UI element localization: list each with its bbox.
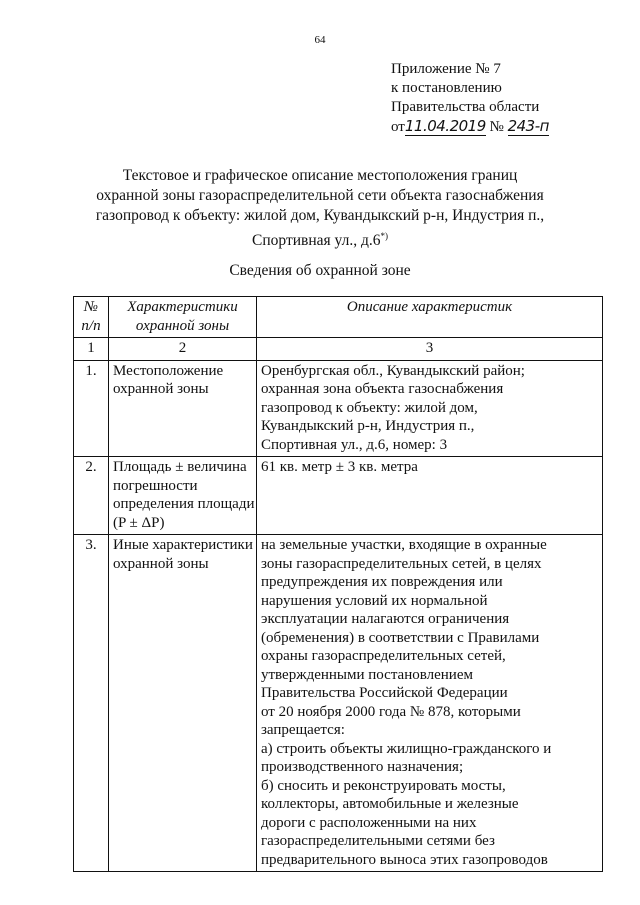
handwritten-date: 11.04.2019 <box>404 117 486 135</box>
title-line-3: газопровод к объекту: жилой дом, Кувандыкский р-н, Индустрия п., <box>95 207 545 224</box>
row-description-line: Спортивная ул., д.6, номер: 3 <box>261 436 448 453</box>
header-number-line: п/п <box>81 317 101 334</box>
row-number: 3. <box>74 535 109 872</box>
appendix-title: Приложение № 7 <box>391 61 501 77</box>
appendix-resolution: к постановлению <box>391 80 502 96</box>
row-characteristic <box>109 535 257 872</box>
row-characteristic-line: Иные характеристики <box>113 537 253 553</box>
row-description-line: 61 кв. метр ± 3 кв. метра <box>261 459 418 475</box>
row-description-line: а) строить объекты жилищно-гражданского и <box>261 740 552 757</box>
page-number: 64 <box>314 34 326 46</box>
handwritten-number: 243-п <box>507 117 549 135</box>
row-description-line: охранная зона объекта газоснабжения <box>261 381 504 397</box>
row-description-line: на земельные участки, входящие в охранные <box>261 537 547 553</box>
header-number <box>74 297 109 338</box>
date-prefix: от <box>391 119 405 135</box>
row-characteristic-line: охранной зоны <box>113 381 209 397</box>
numbering-cell: 3 <box>257 338 603 361</box>
header-characteristics <box>109 297 257 338</box>
row-description-line: эксплуатации налагаются ограничения <box>261 611 510 627</box>
document-title <box>90 166 550 251</box>
appendix-date-line <box>391 117 549 137</box>
row-description-line: утвержденными постановлением <box>261 666 473 683</box>
section-subtitle: Сведения об охранной зоне <box>229 262 411 279</box>
row-description-line: б) сносить и реконструировать мосты, <box>261 777 506 794</box>
row-description-line: охраны газораспределительных сетей, <box>261 648 506 664</box>
row-characteristic-line: (P ± ΔP) <box>113 514 165 531</box>
row-characteristic-line: охранной зоны <box>113 555 209 572</box>
row-characteristic-line: Площадь ± величина <box>113 459 247 475</box>
row-description-line: производственного назначения; <box>261 759 464 775</box>
footnote-mark: *) <box>380 231 388 241</box>
row-characteristic <box>109 457 257 535</box>
table-row <box>74 360 603 457</box>
row-characteristic-line: Местоположение <box>113 362 224 379</box>
row-description-line: зоны газораспределительных сетей, в целях <box>261 555 542 572</box>
table-row <box>74 535 603 872</box>
row-description-line: предупреждения их повреждения или <box>261 574 503 590</box>
number-prefix: № <box>489 119 504 135</box>
row-description-line: коллекторы, автомобильные и железные <box>261 796 519 812</box>
header-characteristics-line: Характеристики <box>127 299 238 315</box>
title-line-1: Текстовое и графическое описание местоположения границ <box>122 167 518 184</box>
title-line-4 <box>90 226 550 251</box>
row-description-line: газопровод к объекту: жилой дом, <box>261 399 478 416</box>
protection-zone-table <box>73 296 603 872</box>
row-description-line: нарушения условий их нормальной <box>261 592 488 609</box>
title-line-4-text: Спортивная ул., д.6 <box>252 232 381 250</box>
row-description-line: дороги с расположенными на них <box>261 814 477 831</box>
row-description-line: Кувандыкский р-н, Индустрия п., <box>261 418 475 434</box>
table-numbering-row <box>74 338 603 361</box>
row-description-line: (обременения) в соответствии с Правилами <box>261 629 540 646</box>
row-description-line: Правительства Российской Федерации <box>261 685 508 701</box>
numbering-cell: 2 <box>109 338 257 361</box>
header-description: Описание характеристик <box>257 297 603 338</box>
row-characteristic-line: погрешности <box>113 477 198 494</box>
table-row <box>74 457 603 535</box>
row-description-line: газораспределительными сетями без <box>261 833 495 849</box>
row-description <box>257 457 603 535</box>
table-header-row <box>74 297 603 338</box>
header-characteristics-line: охранной зоны <box>135 317 230 334</box>
appendix-government: Правительства области <box>391 99 540 115</box>
row-number: 1. <box>74 360 109 457</box>
row-number: 2. <box>74 457 109 535</box>
row-description-line: запрещается: <box>261 722 345 738</box>
row-description-line: предварительного выноса этих газопроводов <box>261 851 548 868</box>
row-description-line: от 20 ноября 2000 года № 878, которыми <box>261 703 521 720</box>
row-description-line: Оренбургская обл., Кувандыкский район; <box>261 362 525 379</box>
appendix-block <box>391 60 549 137</box>
row-characteristic-line: определения площади <box>113 496 255 512</box>
row-characteristic <box>109 360 257 457</box>
numbering-cell: 1 <box>74 338 109 361</box>
row-description <box>257 535 603 872</box>
header-number-line: № <box>83 299 99 315</box>
row-description <box>257 360 603 457</box>
title-line-2: охранной зоны газораспределительной сети объекта газоснабжения <box>96 187 544 204</box>
